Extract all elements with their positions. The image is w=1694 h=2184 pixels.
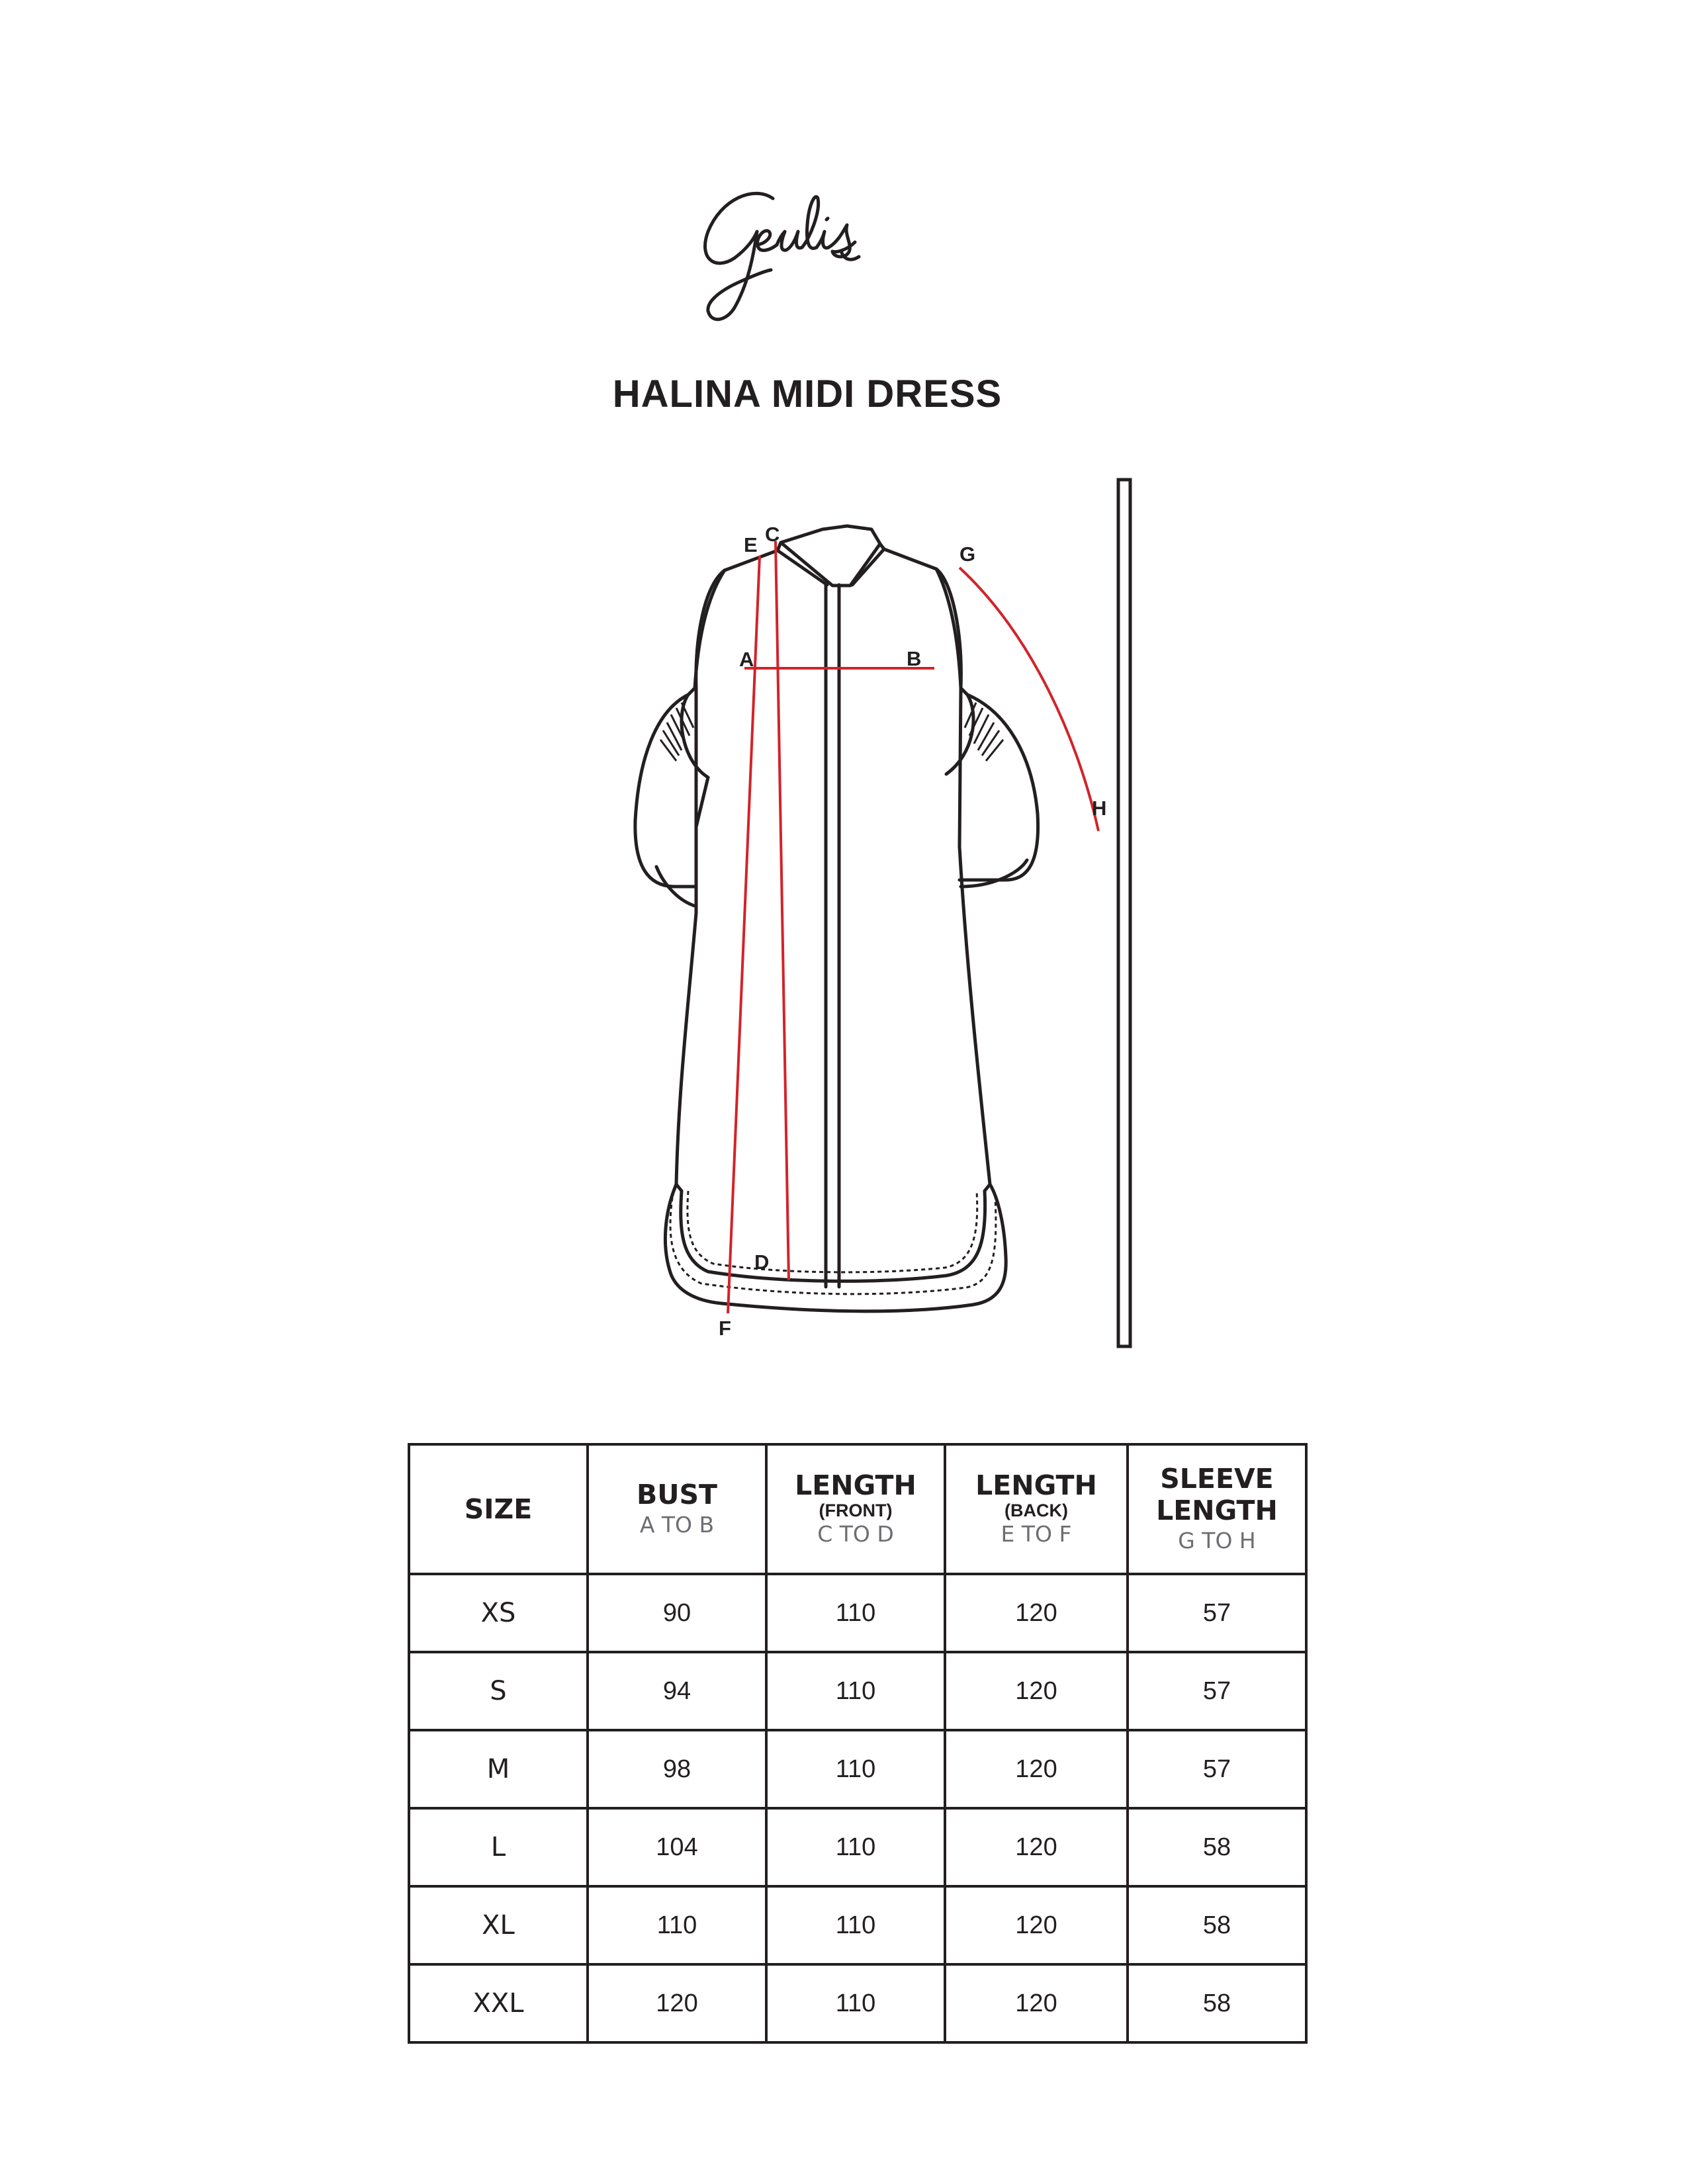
cell-bust: 104 <box>588 1808 766 1886</box>
cell-bust: 110 <box>588 1886 766 1964</box>
cell-length-back: 120 <box>945 1652 1128 1730</box>
product-title: HALINA MIDI DRESS <box>612 372 1003 415</box>
cell-sleeve: 58 <box>1128 1964 1306 2042</box>
cell-length-front: 110 <box>766 1964 945 2042</box>
cell-length-front: 110 <box>766 1652 945 1730</box>
measure-line-c-d <box>776 541 789 1280</box>
cell-length-back: 120 <box>945 1730 1128 1808</box>
table-header-row <box>409 1444 1306 1574</box>
table-row <box>409 1886 1306 1964</box>
sleeve-left <box>635 570 725 887</box>
cell-length-front: 110 <box>766 1574 945 1652</box>
cell-bust: 98 <box>588 1730 766 1808</box>
cell-length-back: 120 <box>945 1886 1128 1964</box>
body-outline-left <box>676 550 778 1184</box>
point-label-g: G <box>959 543 976 566</box>
cell-bust: 120 <box>588 1964 766 2042</box>
cell-sleeve: 57 <box>1128 1574 1306 1652</box>
point-label-a: A <box>739 648 754 671</box>
point-label-f: F <box>719 1317 731 1340</box>
cell-sleeve: 58 <box>1128 1886 1306 1964</box>
cell-length-back: 120 <box>945 1964 1128 2042</box>
cell-size: L <box>409 1808 588 1886</box>
placket <box>826 585 839 1287</box>
cell-length-back: 120 <box>945 1808 1128 1886</box>
point-label-c: C <box>765 523 780 546</box>
table-row <box>409 1808 1306 1886</box>
point-label-h: H <box>1092 797 1107 820</box>
measure-line-g-h <box>959 568 1098 831</box>
cell-length-back: 120 <box>945 1574 1128 1652</box>
cell-length-front: 110 <box>766 1730 945 1808</box>
cell-sleeve: 57 <box>1128 1652 1306 1730</box>
sleeve-right <box>936 569 1038 880</box>
header-length-back: LENGTH (BACK) E TO F <box>945 1444 1128 1574</box>
header-length-front: LENGTH (FRONT) C TO D <box>766 1444 945 1574</box>
point-label-d: D <box>754 1250 770 1274</box>
cell-sleeve: 58 <box>1128 1808 1306 1886</box>
table-row <box>409 1652 1306 1730</box>
cell-length-front: 110 <box>766 1808 945 1886</box>
hem <box>665 1184 1006 1311</box>
length-ruler <box>1118 480 1130 1346</box>
cell-size: S <box>409 1652 588 1730</box>
cell-length-front: 110 <box>766 1886 945 1964</box>
cell-bust: 94 <box>588 1652 766 1730</box>
collar <box>781 526 880 586</box>
body-outline-right <box>884 549 990 1184</box>
header-sleeve-length: SLEEVE LENGTH G TO H <box>1128 1444 1306 1574</box>
cell-size: XXL <box>409 1964 588 2042</box>
point-label-e: E <box>744 533 758 556</box>
header-bust: BUST A TO B <box>588 1444 766 1574</box>
table-row <box>409 1964 1306 2042</box>
point-label-b: B <box>907 647 922 670</box>
cell-size: XS <box>409 1574 588 1652</box>
cell-size: M <box>409 1730 588 1808</box>
size-chart-table <box>408 1443 1308 2044</box>
table-row <box>409 1574 1306 1652</box>
cell-sleeve: 57 <box>1128 1730 1306 1808</box>
cell-size: XL <box>409 1886 588 1964</box>
cell-bust: 90 <box>588 1574 766 1652</box>
header-size: SIZE <box>409 1444 588 1574</box>
table-row <box>409 1730 1306 1808</box>
